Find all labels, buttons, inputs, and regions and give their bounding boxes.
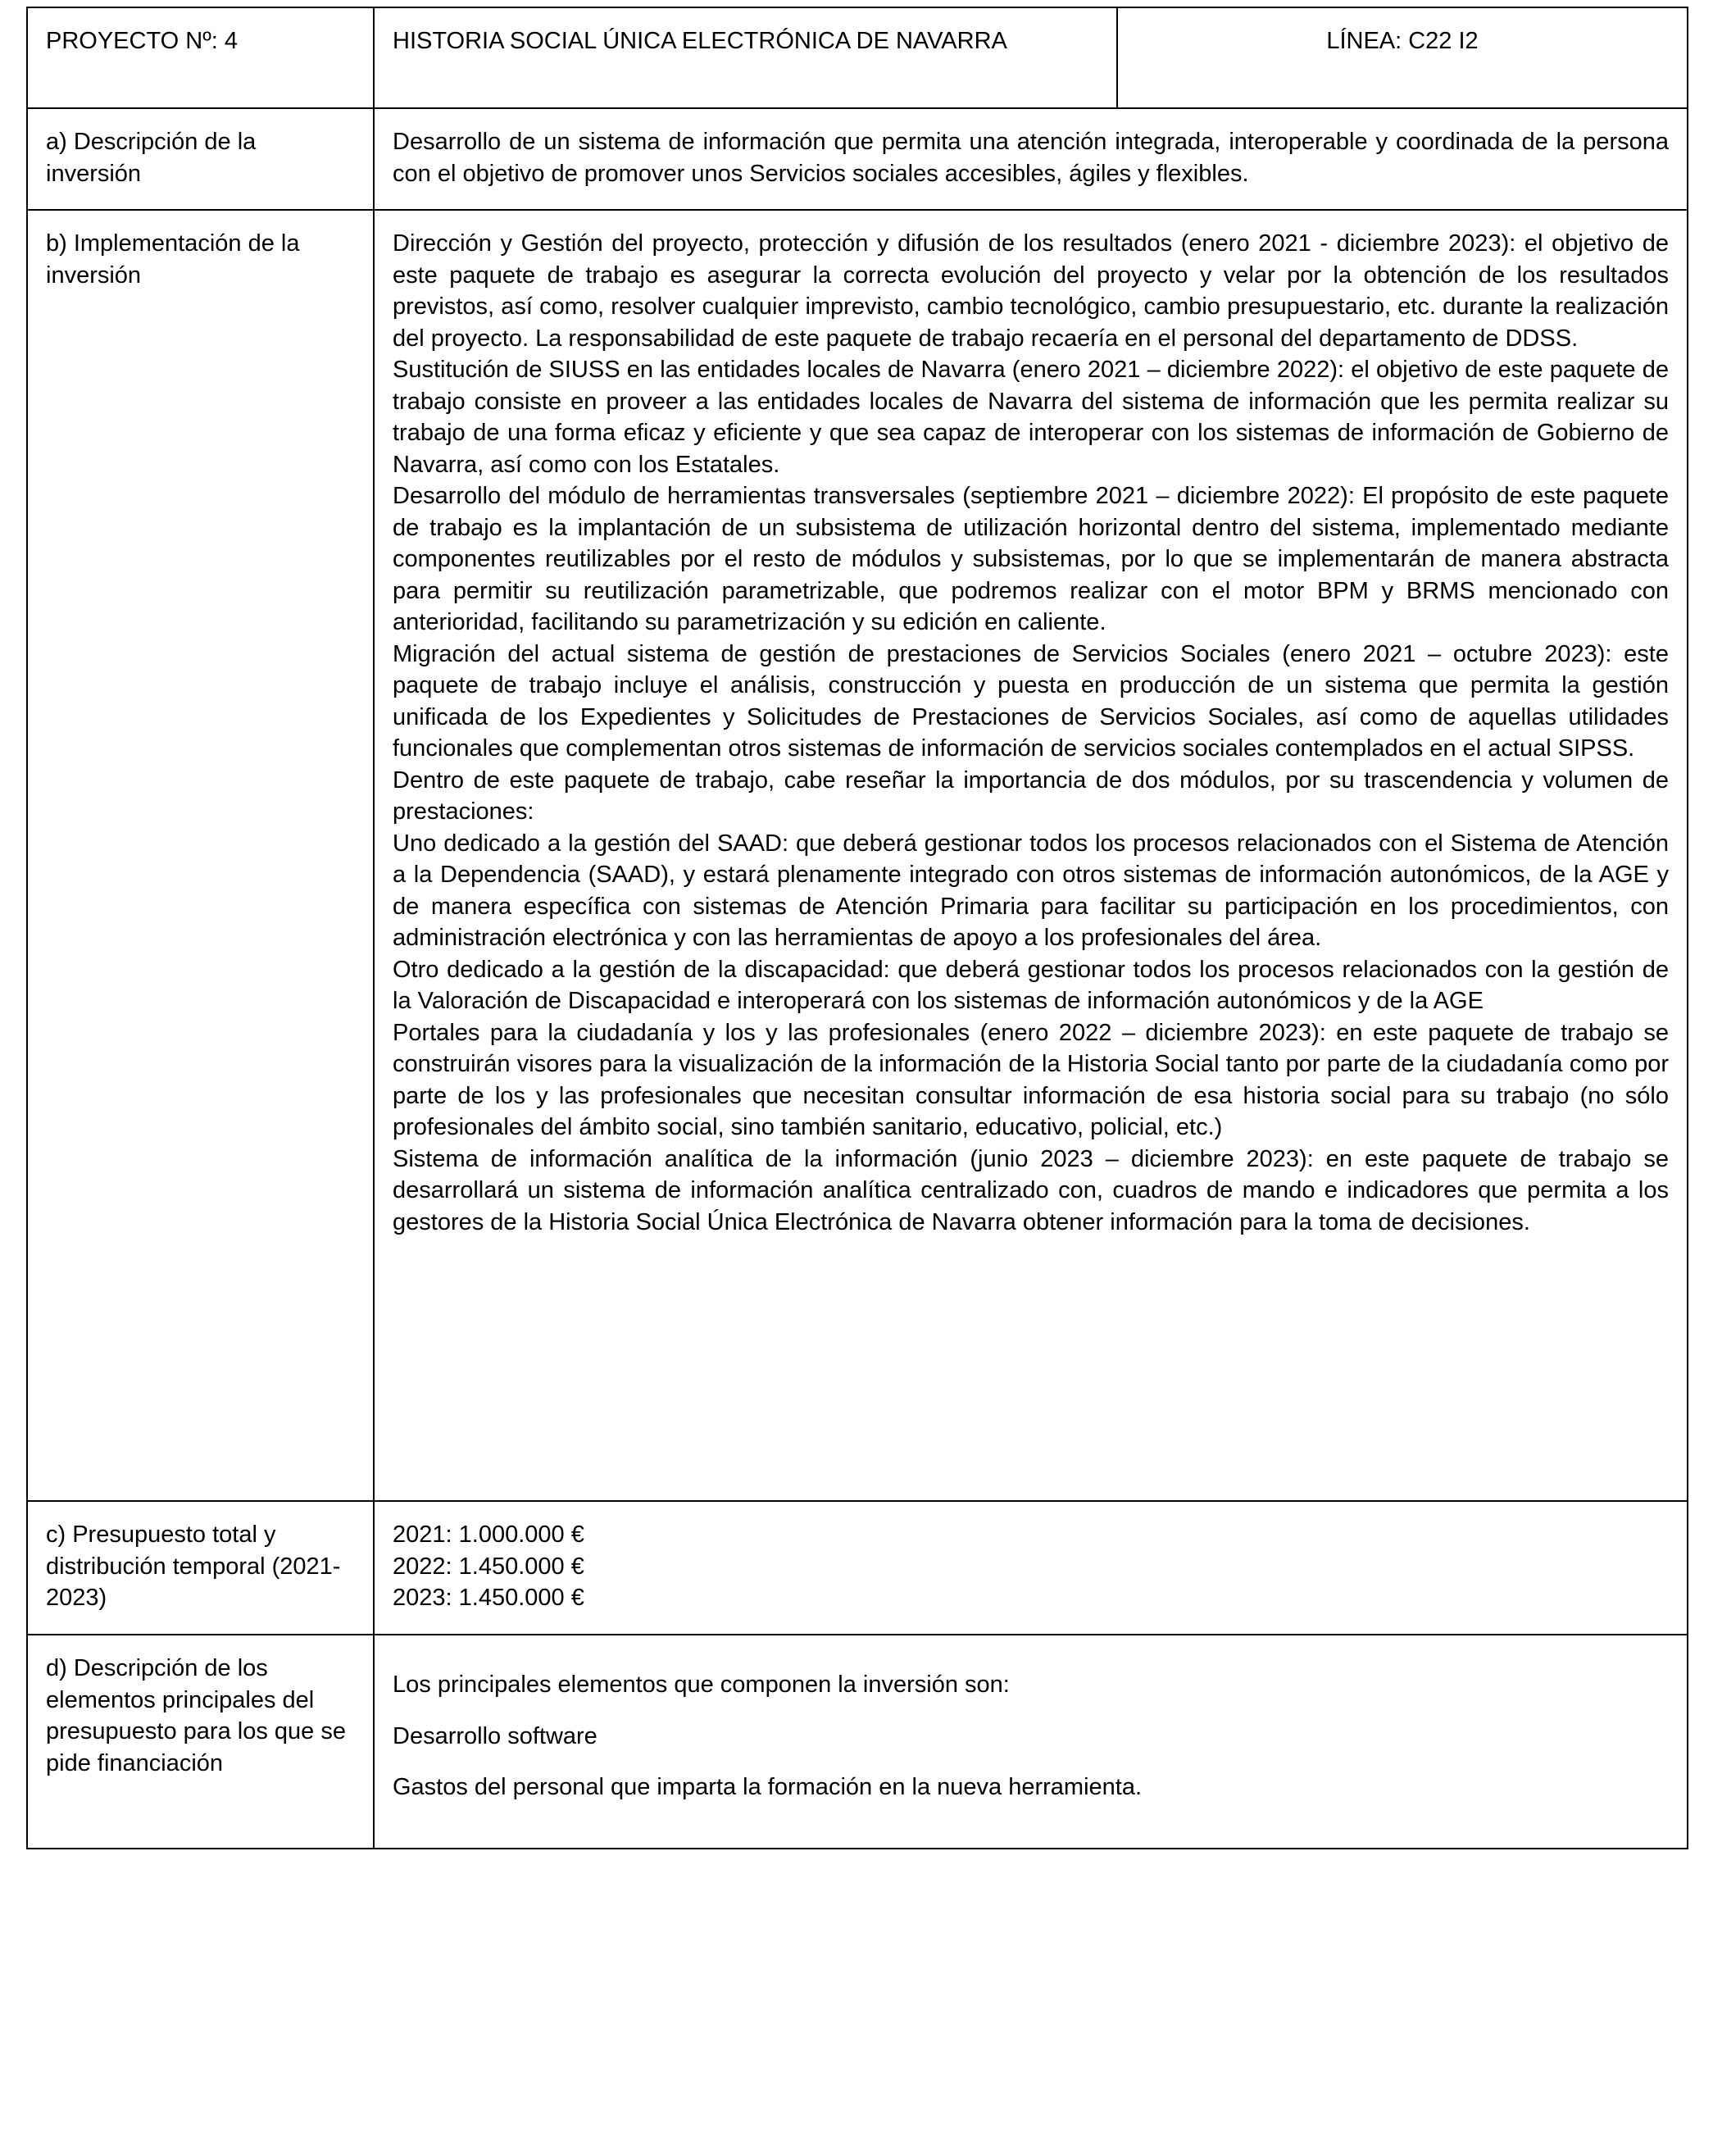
implementation-paragraph: Portales para la ciudadanía y los y las profesionales (enero 2022 – diciembre 2023): en este paquete de trabajo se construirán visores para la visualización de la información de la Historia Social tanto por parte de la ciudadanía como por parte de los y las profesionales que necesitan consultar información de esa historia social para su trabajo (no sólo profesionales del ámbito social, sino también sanitario, educativo, policial, etc.) xyxy=(393,1019,1669,1140)
implementation-paragraph: Dirección y Gestión del proyecto, protección y difusión de los resultados (enero 2021 - diciembre 2023): el objetivo de este paquete de trabajo es asegurar la correcta evolución del proyecto y velar por la obtención de los resultados previstos, así como, resolver cualquier imprevisto, cambio tecnológico, cambio presupuestario, etc. durante la realización del proyecto. La responsabilidad de este paquete de trabajo recaería en el personal del departamento de DDSS. xyxy=(393,230,1669,352)
project-title: HISTORIA SOCIAL ÚNICA ELECTRÓNICA DE NAVARRA xyxy=(393,28,1007,54)
row-label-budget-elements: d) Descripción de los elementos principales del presupuesto para los que se pide financiación xyxy=(27,1635,374,1849)
row-label-implementation: b) Implementación de la inversión xyxy=(27,210,374,1501)
row-content-budget-elements xyxy=(374,1635,1688,1849)
implementation-paragraph: Dentro de este paquete de trabajo, cabe reseñar la importancia de dos módulos, por su trascendencia y volumen de prestaciones: xyxy=(393,766,1669,825)
budget-elements-intro: Los principales elementos que componen la inversión son: xyxy=(393,1672,1010,1698)
implementation-paragraph: Otro dedicado a la gestión de la discapacidad: que deberá gestionar todos los procesos relacionados con la gestión de la Valoración de Discapacidad e interoperará con los sistemas de información autonómicos y de la AGE xyxy=(393,956,1669,1014)
budget-line: 2021: 1.000.000 € xyxy=(393,1521,584,1548)
description-text: Desarrollo de un sistema de información que permita una atención integrada, interoperable y coordinada de la persona con el objetivo de promover unos Servicios sociales accesibles, ágiles y flexibles. xyxy=(393,129,1669,187)
implementation-paragraph: Sistema de información analítica de la información (junio 2023 – diciembre 2023): en este paquete de trabajo se desarrollará un sistema de información analítica centralizado con, cuadros de mando e indicadores que permita a los gestores de la Historia Social Única Electrónica de Navarra obtener información para la toma de decisiones. xyxy=(393,1145,1669,1235)
project-line: LÍNEA: C22 I2 xyxy=(1326,28,1479,54)
budget-element-item: Desarrollo software xyxy=(393,1722,598,1749)
row-content-implementation xyxy=(374,210,1688,1501)
row-budget-elements xyxy=(27,1635,1688,1849)
row-label-budget: c) Presupuesto total y distribución temporal (2021-2023) xyxy=(27,1501,374,1635)
implementation-paragraph: Desarrollo del módulo de herramientas transversales (septiembre 2021 – diciembre 2022): El propósito de este paquete de trabajo es la implantación de un subsistema de utilización horizontal dentro del sistema, implementado mediante componentes reutilizables por el resto de módulos y subsistemas, por lo que se implementarán de manera abstracta para permitir su reutilización parametrizable, que podremos realizar con el motor BPM y BRMS mencionado con anterioridad, facilitando su parametrización y su edición en caliente. xyxy=(393,483,1669,635)
budget-line: 2023: 1.450.000 € xyxy=(393,1585,584,1611)
implementation-paragraph: Uno dedicado a la gestión del SAAD: que deberá gestionar todos los procesos relacionados con el Sistema de Atención a la Dependencia (SAAD), y estará plenamente integrado con otros sistemas de información autonómicos, de la AGE y de manera específica con sistemas de Atención Primaria para facilitar su participación en los procedimientos, con administración electrónica y con las herramientas de apoyo a los profesionales del área. xyxy=(393,830,1669,951)
budget-line: 2022: 1.450.000 € xyxy=(393,1553,584,1580)
project-number: PROYECTO Nº: 4 xyxy=(46,28,239,54)
row-content-description xyxy=(374,108,1688,210)
project-title-cell xyxy=(374,7,1117,108)
project-line-cell xyxy=(1117,7,1688,108)
project-number-cell xyxy=(27,7,374,108)
row-budget xyxy=(27,1501,1688,1635)
implementation-paragraph: Sustitución de SIUSS en las entidades locales de Navarra (enero 2021 – diciembre 2022): el objetivo de este paquete de trabajo consiste en proveer a las entidades locales de Navarra del sistema de información que les permita realizar su trabajo de una forma eficaz y eficiente y que sea capaz de interoperar con los sistemas de información de Gobierno de Navarra, así como con los Estatales. xyxy=(393,357,1669,478)
budget-element-item: Gastos del personal que imparta la formación en la nueva herramienta. xyxy=(393,1774,1143,1800)
row-description xyxy=(27,108,1688,210)
row-content-budget xyxy=(374,1501,1688,1635)
project-sheet xyxy=(26,7,1687,1849)
row-implementation xyxy=(27,210,1688,1501)
row-label-description: a) Descripción de la inversión xyxy=(27,108,374,210)
implementation-paragraph: Migración del actual sistema de gestión de prestaciones de Servicios Sociales (enero 2021 – octubre 2023): este paquete de trabajo incluye el análisis, construcción y puesta en producción de un sistema que permita la gestión unificada de los Expedientes y Solicitudes de Prestaciones de Servicios Sociales, así como de aquellas utilidades funcionales que complementan otros sistemas de información de servicios sociales contemplados en el actual SIPSS. xyxy=(393,640,1669,762)
project-table xyxy=(26,7,1688,1849)
header-row xyxy=(27,7,1688,108)
